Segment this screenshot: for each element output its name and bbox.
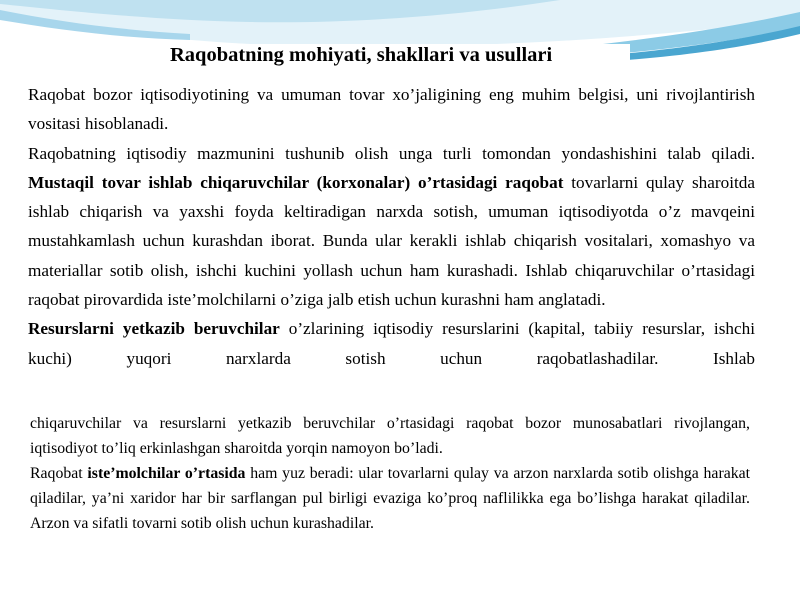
- paragraph-4: chiqaruvchilar va resurslarni yetkazib beruvchilar o’rtasidagi raqobat bozor munosabatlari rivojlangan, iqtisodiyot to’liq erkinlashgan sharoitda yorqin namoyon bo’ladi.: [30, 415, 750, 457]
- paragraph-2-bold: Mustaqil tovar ishlab chiqaruvchilar (korxonalar) o’rtasidagi raqobat: [28, 172, 564, 192]
- paragraph-5-body: ham yuz beradi: ular tovarlarni qulay va arzon narxlarda sotib olishga harakat qiladilar, ya’ni xaridor har bir sarflangan pul birligi evaziga ko’proq naflilikka ega bo’lishga harakat qiladilar. Arzon va sifatli tovarni sotib olish uchun kurashadilar.: [30, 465, 751, 532]
- paragraph-5-bold: iste’molchilar o’rtasida: [87, 465, 246, 482]
- text-block-lower: [30, 411, 750, 536]
- paragraph-1: Raqobat bozor iqtisodiyotining va umuman tovar xo’jaligining eng muhim belgisi, uni rivojlantirish vositasi hisoblanadi.: [28, 85, 755, 134]
- paragraph-5: [30, 461, 750, 536]
- paragraph-3-body: o’zlarining iqtisodiy resurslarini (kapital, tabiiy resurslar, ishchi kuchi) yuqori narxlarda sotish uchun raqobatlashadilar. Ishlab: [28, 319, 755, 368]
- paragraph-5-lead: Raqobat: [30, 465, 88, 482]
- paragraph-2: [28, 139, 755, 315]
- paragraph-2-lead: Raqobatning iqtisodiy mazmunini tushunib olish unga turli tomondan yondashishini talab qiladi.: [28, 143, 755, 163]
- page-title: Raqobatning mohiyati, shakllari va usullari: [170, 44, 630, 67]
- text-block-upper: [28, 80, 755, 373]
- paragraph-3: [28, 314, 755, 373]
- paragraph-2-body: tovarlarni qulay sharoitda ishlab chiqarish va yaxshi foyda keltiradigan narxda sotish, umuman iqtisodiyotda o’z mavqeini mustahkamlash uchun kurashdan iborat. Bunda ular kerakli ishlab chiqarish vositalari, xomashyo va materiallar sotib olish, ishchi kuchini yollash uchun ham kurashadi. Ishlab chiqaruvchilar o’rtasidagi raqobat pirovardida iste’molchilarni o’ziga jalb etish uchun kurashni ham anglatadi.: [28, 172, 755, 310]
- paragraph-3-bold: Resurslarni yetkazib beruvchilar: [28, 319, 280, 339]
